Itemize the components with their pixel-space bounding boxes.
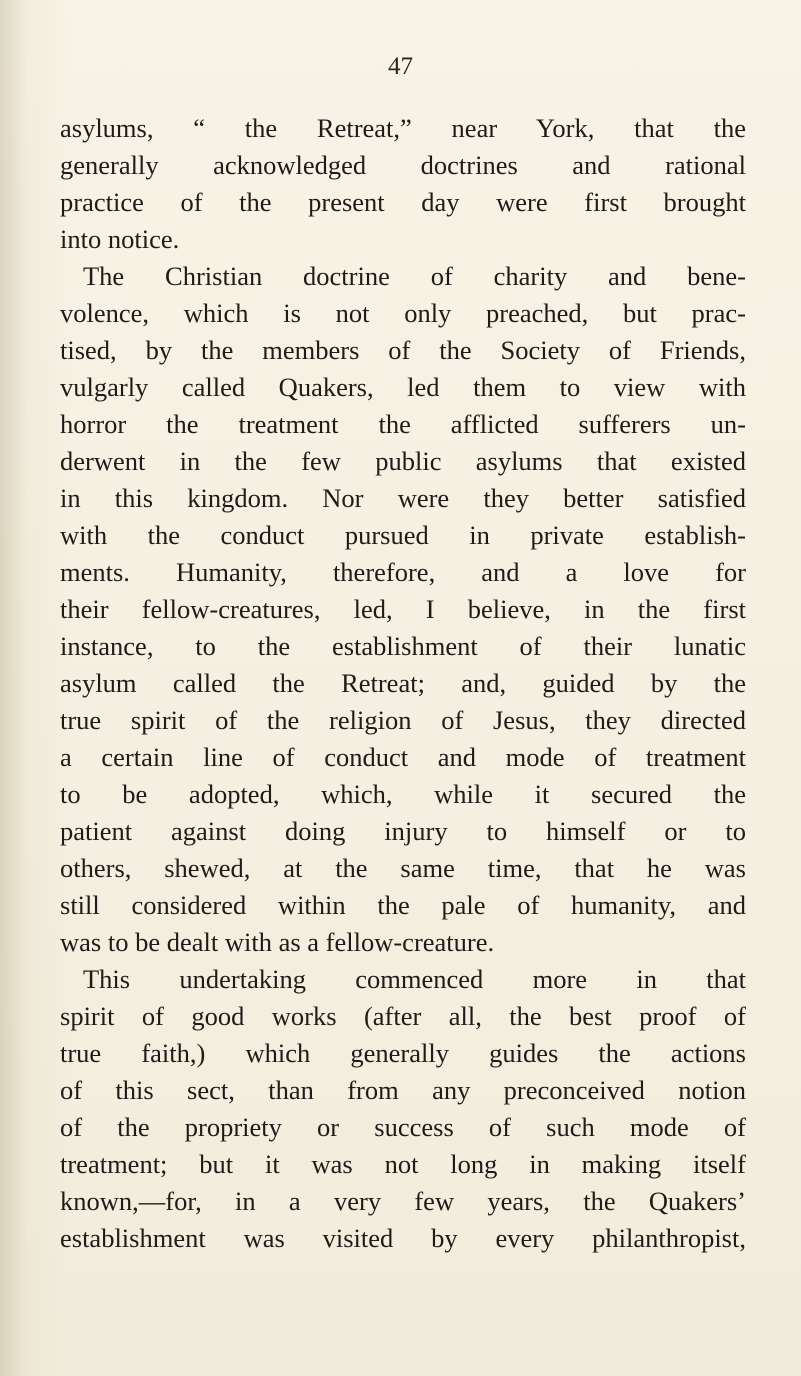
text-line: ments. Humanity, therefore, and a love for: [60, 557, 746, 587]
text-line: true faith,) which generally guides the actions: [60, 1038, 746, 1068]
text-line: into notice.: [60, 224, 180, 254]
text-line: horror the treatment the afflicted sufferers un-: [60, 409, 746, 439]
text-line: with the conduct pursued in private establish-: [60, 520, 746, 550]
text-line: of the propriety or success of such mode of: [60, 1112, 746, 1142]
body-text: [60, 110, 746, 1257]
text-line: was to be dealt with as a fellow-creature.: [60, 927, 495, 957]
text-line: tised, by the members of the Society of Friends,: [60, 335, 746, 365]
text-line: instance, to the establishment of their lunatic: [60, 631, 746, 661]
text-line: to be adopted, which, while it secured the: [60, 779, 746, 809]
page-number: 47: [388, 53, 413, 80]
text-line: in this kingdom. Nor were they better satisfied: [60, 483, 746, 513]
text-line: derwent in the few public asylums that existed: [60, 446, 746, 476]
text-line: establishment was visited by every philanthropist,: [60, 1223, 746, 1253]
text-line: asylum called the Retreat; and, guided by the: [60, 668, 746, 698]
paragraph-start-line: The Christian doctrine of charity and bene-: [83, 261, 746, 291]
text-line: others, shewed, at the same time, that he was: [60, 853, 746, 883]
text-line: spirit of good works (after all, the best proof of: [60, 1001, 746, 1031]
text-line: a certain line of conduct and mode of treatment: [60, 742, 746, 772]
text-line: practice of the present day were first brought: [60, 187, 746, 217]
paragraph-start-line: This undertaking commenced more in that: [83, 964, 746, 994]
text-line: volence, which is not only preached, but prac-: [60, 298, 746, 328]
text-line: treatment; but it was not long in making itself: [60, 1149, 746, 1179]
text-line: still considered within the pale of humanity, and: [60, 890, 746, 920]
text-line: asylums, “ the Retreat,” near York, that the: [60, 113, 746, 143]
text-line: known,—for, in a very few years, the Quakers’: [60, 1186, 746, 1216]
text-line: true spirit of the religion of Jesus, they directed: [60, 705, 746, 735]
text-line: vulgarly called Quakers, led them to view with: [60, 372, 746, 402]
text-line: generally acknowledged doctrines and rational: [60, 150, 746, 180]
text-line: patient against doing injury to himself or to: [60, 816, 746, 846]
text-line: of this sect, than from any preconceived notion: [60, 1075, 746, 1105]
text-line: their fellow-creatures, led, I believe, in the first: [60, 594, 746, 624]
